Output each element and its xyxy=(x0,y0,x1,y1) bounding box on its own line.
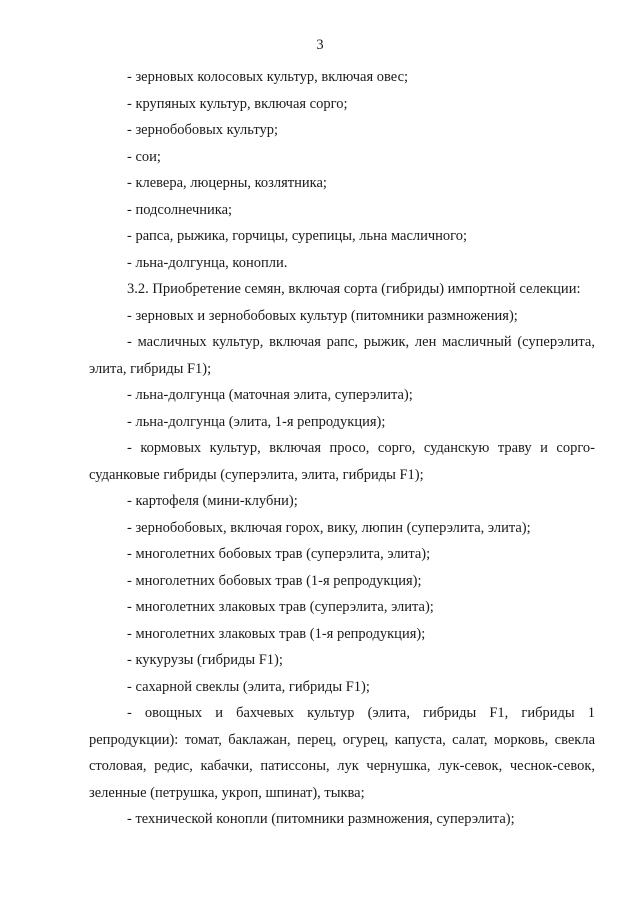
list-item: - многолетних бобовых трав (1-я репродукция); xyxy=(127,572,422,589)
list-item: - зерновых и зернобобовых культур (питомники размножения); xyxy=(127,307,518,324)
list-item: - овощных и бахчевых культур (элита, гибриды F1, гибриды 1 репродукции): томат, баклажан, перец, огурец, капуста, салат, морковь, свекла столовая, редис, кабачки, патиссоны, лук чернушка, лук-севок, чеснок-севок, зеленные (петрушка, укроп, шпинат), тыква; xyxy=(89,705,595,801)
section-heading: 3.2. Приобретение семян, включая сорта (гибриды) импортной селекции: xyxy=(127,281,581,297)
page-number: 3 xyxy=(316,37,324,53)
list-item: - многолетних бобовых трав (суперэлита, элита); xyxy=(127,546,431,562)
list-item: - льна-долгунца (элита, 1-я репродукция); xyxy=(127,413,386,430)
document-body xyxy=(89,64,595,833)
list-item: - зерновых колосовых культур, включая овес; xyxy=(127,69,409,85)
list-item: - рапса, рыжика, горчицы, сурепицы, льна масличного; xyxy=(127,228,468,244)
list-item: - льна-долгунца, конопли. xyxy=(127,254,288,271)
list-item: - крупяных культур, включая сорго; xyxy=(127,95,348,112)
list-item: - кормовых культур, включая просо, сорго, суданскую траву и сорго-суданковые гибриды (суперэлита, элита, гибриды F1); xyxy=(89,440,595,483)
list-item: - картофеля (мини-клубни); xyxy=(127,493,298,509)
list-item: - сахарной свеклы (элита, гибриды F1); xyxy=(127,678,370,695)
list-item: - льна-долгунца (маточная элита, суперэлита); xyxy=(127,387,413,403)
list-item: - сои; xyxy=(127,148,161,165)
list-item: - зернобобовых культур; xyxy=(127,122,279,138)
list-item: - технической конопли (питомники размножения, суперэлита); xyxy=(127,811,515,827)
list-item: - кукурузы (гибриды F1); xyxy=(127,652,283,668)
list-item: - масличных культур, включая рапс, рыжик, лен масличный (суперэлита, элита, гибриды F1); xyxy=(89,334,595,377)
list-item: - многолетних злаковых трав (1-я репродукция); xyxy=(127,625,426,642)
list-item: - подсолнечника; xyxy=(127,201,233,218)
list-item: - клевера, люцерны, козлятника; xyxy=(127,175,327,191)
list-item: - зернобобовых, включая горох, вику, люпин (суперэлита, элита); xyxy=(127,519,531,536)
list-item: - многолетних злаковых трав (суперэлита, элита); xyxy=(127,599,434,615)
